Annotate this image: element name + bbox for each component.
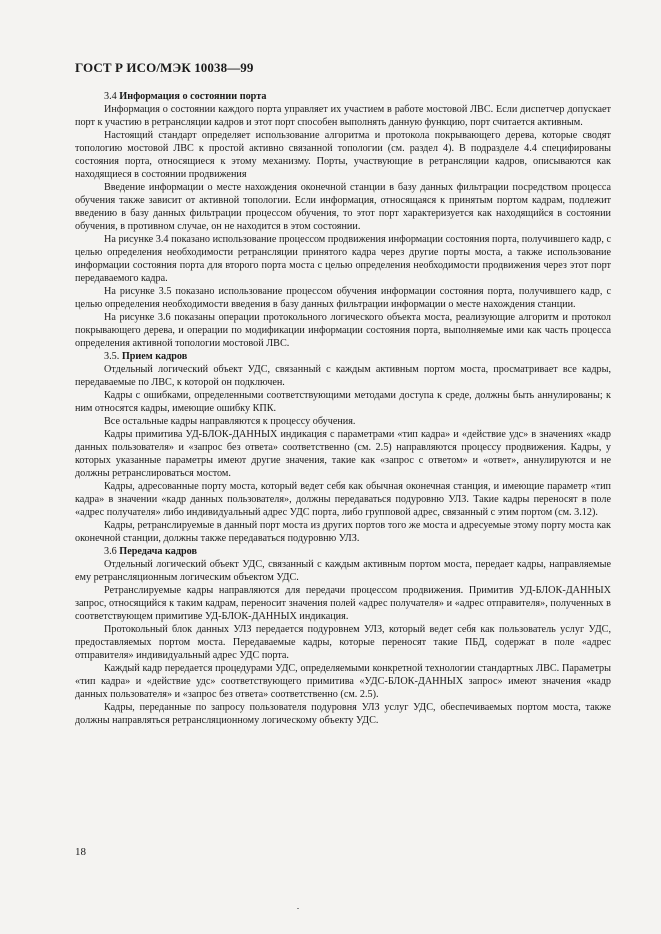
paragraph: Ретранслируемые кадры направляются для передачи процессом продвижения. Примитив УД-БЛОК-ДАННЫХ запрос, относящийся к таким кадрам, переносит значения полей «адрес получателя» и «адрес отправителя», полученных в соответствующем примитиве УД-БЛОК-ДАННЫХ индикация. xyxy=(75,585,611,622)
paragraph: Кадры, ретранслируемые в данный порт моста из других портов того же моста и адресуемые этому порту моста как оконечной станции, должны также передаваться подуровню УЛЗ. xyxy=(75,520,611,544)
paragraph: На рисунке 3.4 показано использование процессом продвижения информации состояния порта, получившего кадр, с целью определения необходимости ретрансляции принятого кадра через другие порты моста, а также использование информации состояния порта для второго порта моста с целью определения необходимости продвижения через этот порт передаваемого кадра. xyxy=(75,234,611,284)
scan-speck xyxy=(297,908,299,909)
section-number: 3.4 xyxy=(104,91,117,102)
section-title: Информация о состоянии порта xyxy=(119,91,267,102)
section-number: 3.5. xyxy=(104,351,120,362)
section-heading xyxy=(75,350,611,363)
paragraph: На рисунке 3.6 показаны операции протокольного логического объекта моста, реализующие алгоритм и протокол покрывающего дерева, и операции по модификации информации состояния порта, выполняемые ими как часть процесса определения активной топологии мостовой ЛВС. xyxy=(75,312,611,349)
paragraph: Каждый кадр передается процедурами УДС, определяемыми конкретной технологии стандартных ЛВС. Параметры «тип кадра» и «действие удс» соответствующего примитива «УДС-БЛОК-ДАННЫХ запрос» имеют значения «кадр данных пользователя» и «запрос без ответа» соответственно (см. 2.5). xyxy=(75,663,611,700)
paragraph: На рисунке 3.5 показано использование процессом обучения информации состояния порта, получившего кадр, с целью определения необходимости введения в базу данных фильтрации информации о месте нахождения станции. xyxy=(75,286,611,310)
section-number: 3.6 xyxy=(104,546,117,557)
paragraph: Кадры с ошибками, определенными соответствующими методами доступа к среде, должны быть аннулированы; к ним относятся кадры, имеющие ошибку КПК. xyxy=(75,390,611,414)
section-title: Передача кадров xyxy=(119,546,197,557)
paragraph: Информация о состоянии каждого порта управляет их участием в работе мостовой ЛВС. Если диспетчер допускает порт к участию в ретрансляции кадров и этот порт способен выполнять данную функцию, порт считается активным. xyxy=(75,104,611,128)
document-header: ГОСТ Р ИСО/МЭК 10038—99 xyxy=(75,60,254,75)
paragraph: Настоящий стандарт определяет использование алгоритма и протокола покрывающего дерева, которые сводят топологию мостовой ЛВС к простой активно связанной топологии (см. раздел 4). В подразделе 4.4 специфированы состояния порта, относящиеся к этому механизму. Порты, участвующие в ретрансляции кадров, описываются как находящиеся в состоянии продвижения xyxy=(75,130,611,180)
paragraph: Кадры, адресованные порту моста, который ведет себя как обычная оконечная станция, и имеющие параметр «тип кадра» в значении «кадр данных пользователя», должны передаваться подуровню УЛЗ. Такие кадры переносят в поле «адрес получателя» либо индивидуальный адрес УДС порта, либо групповой адрес, связанный с этим портом (см. 3.12). xyxy=(75,481,611,518)
paragraph: Отдельный логический объект УДС, связанный с каждым активным портом моста, просматривает все кадры, передаваемые по ЛВС, к которой он подключен. xyxy=(75,364,611,388)
page-number: 18 xyxy=(75,846,86,858)
paragraph: Отдельный логический объект УДС, связанный с каждым активным портом моста, передает кадры, направляемые ему ретрансляционным логическим объектом УДС. xyxy=(75,559,611,583)
section-title: Прием кадров xyxy=(121,351,188,362)
paragraph: Введение информации о месте нахождения оконечной станции в базу данных фильтрации посредством процесса обучения также зависит от активной топологии. Если информация, относящаяся к принятым портом кадрам, подлежит введению в базу данных фильтрации процессом обучения, то этот порт характеризуется как находящийся в состоянии обучения, в противном случае, он не находится в этом состоянии. xyxy=(75,182,611,232)
section-heading xyxy=(75,545,611,558)
paragraph: Кадры, переданные по запросу пользователя подуровня УЛЗ услуг УДС, обеспечиваемых портом моста, также должны направляться ретрансляционному логическому объекту УДС. xyxy=(75,702,611,726)
paragraph: Протокольный блок данных УЛЗ передается подуровнем УЛЗ, который ведет себя как пользователь услуг УДС, предоставляемых портом моста. Передаваемые кадры, которые переносят такие ПБД, содержат в поле «адрес отправителя» индивидуальный адрес УДС порта. xyxy=(75,624,611,661)
paragraph: Все остальные кадры направляются к процессу обучения. xyxy=(104,416,356,427)
paragraph: Кадры примитива УД-БЛОК-ДАННЫХ индикация с параметрами «тип кадра» и «действие удс» в значениях «кадр данных пользователя» и «запрос без ответа» соответственно (см. 2.5) направляются процессу продвижения. Кадры, у которых указанные параметры имеют другие значения, такие как «запрос с ответом» и «ответ», аннулируются и не должны ретранслироваться мостом. xyxy=(75,429,611,479)
section-heading xyxy=(75,90,611,103)
document-body xyxy=(75,90,611,727)
